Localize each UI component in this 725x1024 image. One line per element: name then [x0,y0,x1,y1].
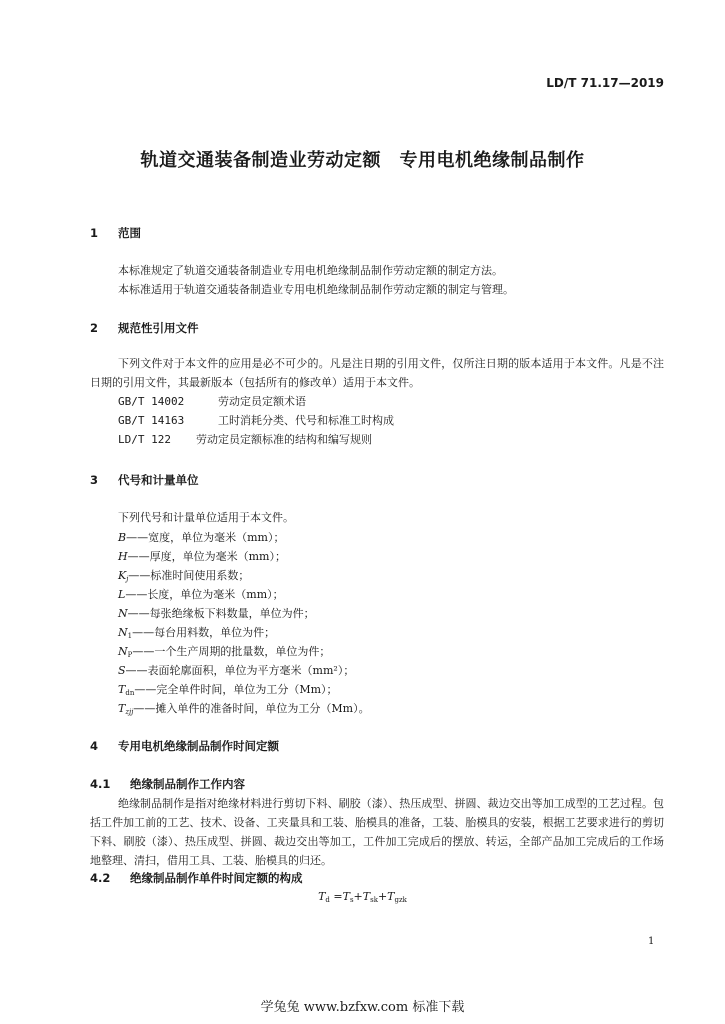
symbol-description: ——每台用料数，单位为件； [132,626,276,639]
symbol-description: ——表面轮廓面积，单位为平方毫米（mm²）； [125,664,355,677]
section-number: 2 [90,321,99,335]
formula-plus: + [377,890,388,903]
symbol: L [118,588,126,601]
symbol-description: ——摊入单件的准备时间，单位为工分（Mm）。 [133,702,370,715]
reference-title: 工时消耗分类、代号和标准工时构成 [218,414,394,427]
section-2-heading [90,320,199,336]
formula-term: T [342,890,350,903]
symbol-subscript: 1 [127,632,133,640]
formula-equals: = [333,890,343,903]
page-number: 1 [648,936,655,947]
symbol: K [118,569,127,582]
symbol-description: ——长度，单位为毫米（mm）； [125,588,284,601]
subsection-title: 绝缘制品制作工作内容 [130,777,245,791]
symbol-description: ——每张绝缘板下料数量，单位为件； [127,607,315,620]
normative-reference [118,392,306,411]
section-title: 范围 [118,226,141,240]
symbol: T [118,702,126,715]
section-title: 代号和计量单位 [118,473,199,487]
subsection-4-1-heading [90,776,245,792]
formula-lhs: T [318,890,326,903]
reference-code: LD/T 122 [118,433,171,446]
standard-code: LD/T 71.17—2019 [546,76,664,90]
formula-lhs-subscript: d [325,896,330,904]
formula-term-subscript: s [349,896,354,904]
section-title: 专用电机绝缘制品制作时间定额 [118,739,279,753]
paragraph: 下列代号和计量单位适用于本文件。 [118,511,294,524]
symbol: B [118,531,127,544]
reference-title: 劳动定员定额术语 [218,395,306,408]
symbol-description: ——完全单件时间，单位为工分（Mm）； [134,683,338,696]
section-title: 规范性引用文件 [118,321,199,335]
reference-code: GB/T 14163 [118,414,185,427]
symbol-subscript: P [127,651,133,659]
symbol: S [118,664,126,677]
paragraph: 本标准规定了轨道交通装备制造业专用电机绝缘制品制作劳动定额的制定方法。 [118,264,503,277]
paragraph: 绝缘制品制作是指对绝缘材料进行剪切下料、刷胶（漆）、热压成型、拼圆、裁边交出等加工成型的工艺过程。包括工件加工前的工艺、技术、设备、工夹量具和工装、胎模具的准备，工装、胎模具的安装，根据工艺要求进行的剪切下料、刷胶（漆）、热压成型、拼圆、裁边交出等加工，工件加工完成后的摆放、转运，全部产品加工完成后的工作场地整理、清扫，借用工具、工装、胎模具的归还。 [90,797,664,867]
section-number: 1 [90,226,99,240]
formula-term: T [362,890,371,903]
formula-term-subscript: sk [370,896,378,904]
paragraph: 下列文件对于本文件的应用是必不可少的。凡是注日期的引用文件，仅所注日期的版本适用于本文件。凡是不注日期的引用文件，其最新版本（包括所有的修改单）适用于本文件。 [90,357,664,389]
symbol-description: ——宽度，单位为毫米（mm）； [126,531,285,544]
subsection-title: 绝缘制品制作单件时间定额的构成 [130,871,303,885]
normative-reference [118,430,372,449]
paragraph: 本标准适用于轨道交通装备制造业专用电机绝缘制品制作劳动定额的制定与管理。 [118,283,514,296]
symbol-subscript: zjj [125,708,134,716]
symbol: N [118,626,128,639]
document-title: 轨道交通装备制造业劳动定额 专用电机绝缘制品制作 [140,150,585,171]
normative-reference [118,411,394,430]
symbol-subscript: j [126,575,129,583]
section-4-heading [90,738,279,754]
formula-plus: + [353,890,363,903]
section-number: 3 [90,473,99,487]
subsection-number: 4.2 [90,871,111,885]
symbol-description: ——标准时间使用系数； [128,569,250,582]
symbol-description: ——一个生产周期的批量数，单位为件； [132,645,331,658]
symbol: T [118,683,126,696]
symbol: N [118,645,128,658]
section-number: 4 [90,739,99,753]
reference-code: GB/T 14002 [118,395,185,408]
formula-term: T [387,890,395,903]
watermark-text: 学兔兔 www.bzfxw.com 标准下载 [260,1000,465,1015]
symbol-subscript: dn [125,689,135,697]
subsection-4-2-heading [90,870,303,886]
subsection-number: 4.1 [90,777,111,791]
section-1-heading [90,225,141,241]
time-composition-formula [0,890,725,904]
reference-title: 劳动定员定额标准的结构和编写规则 [196,433,372,446]
symbol: H [118,550,128,563]
symbol-definition [118,699,370,722]
formula-term-subscript: gzk [394,896,407,904]
symbol: N [118,607,128,620]
symbol-description: ——厚度，单位为毫米（mm）； [127,550,286,563]
section-3-heading [90,472,199,488]
